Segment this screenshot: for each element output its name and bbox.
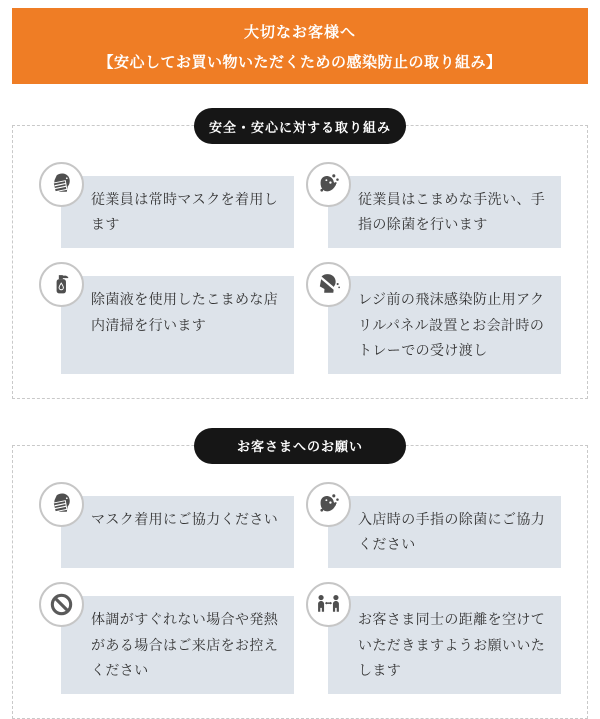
- hand-wash-icon: [306, 482, 351, 527]
- section-customer-requests: [12, 439, 588, 719]
- item-text: マスク着用にご協力ください: [61, 496, 294, 568]
- section-title-pill: お客さまへのお願い: [194, 428, 406, 464]
- mask-face-icon: [39, 162, 84, 207]
- item-text: 除菌液を使用したこまめな店内清掃を行います: [61, 276, 294, 374]
- item-text: 体調がすぐれない場合や発熱がある場合はご来店をお控えください: [61, 596, 294, 694]
- section-store-measures: [12, 119, 588, 399]
- banner-subtitle: 【安心してお買い物いただくための感染防止の取り組み】: [98, 53, 502, 71]
- list-item: [39, 496, 294, 568]
- list-item: [306, 276, 561, 374]
- list-item: [39, 596, 294, 694]
- item-text: お客さま同士の距離を空けていただきますようお願いいたします: [328, 596, 561, 694]
- list-item: [39, 276, 294, 374]
- notice-banner: [12, 8, 588, 84]
- section-title-pill: 安全・安心に対する取り組み: [194, 108, 406, 144]
- list-item: [306, 596, 561, 694]
- social-distance-icon: [306, 582, 351, 627]
- mask-face-icon: [39, 482, 84, 527]
- item-text: 入店時の手指の除菌にご協力ください: [328, 496, 561, 568]
- requests-grid: [39, 496, 561, 694]
- list-item: [306, 496, 561, 568]
- prohibition-icon: [39, 582, 84, 627]
- item-text: 従業員は常時マスクを着用します: [61, 176, 294, 248]
- list-item: [306, 176, 561, 248]
- banner-title: 大切なお客様へ: [243, 23, 356, 41]
- list-item: [39, 176, 294, 248]
- item-text: 従業員はこまめな手洗い、手指の除菌を行います: [328, 176, 561, 248]
- measures-grid: [39, 176, 561, 374]
- item-text: レジ前の飛沫感染防止用アクリルパネル設置とお会計時のトレーでの受け渡し: [328, 276, 561, 374]
- hand-wash-icon: [306, 162, 351, 207]
